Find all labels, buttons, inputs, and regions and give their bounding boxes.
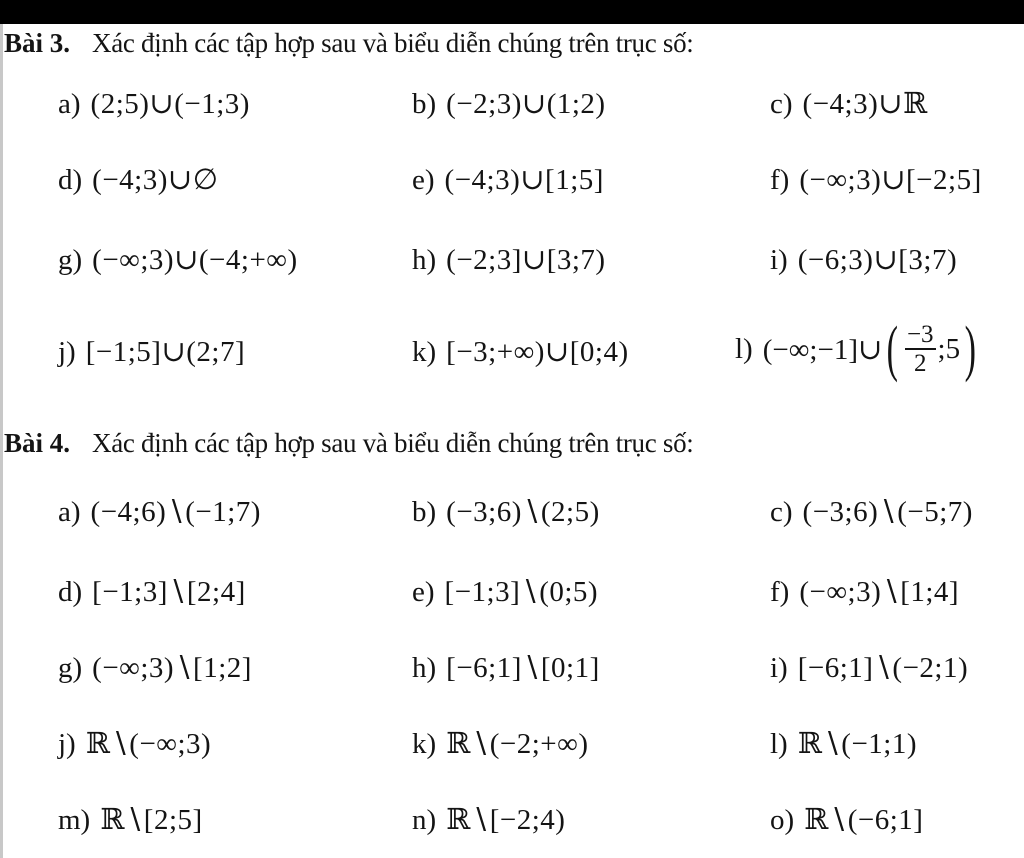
item-label: o) xyxy=(770,804,795,836)
top-black-bar xyxy=(0,0,1024,24)
item-expression: [−6;1]∖(−2;1) xyxy=(797,652,969,684)
item-label: l) xyxy=(770,728,788,760)
exercise-4-item-a xyxy=(58,498,261,527)
exercise-4-number: Bài 4. xyxy=(4,428,71,458)
exercise-3-item-h xyxy=(412,246,606,275)
item-expression: (−∞;3)∪[−2;5] xyxy=(799,164,982,196)
exercise-4-heading xyxy=(4,428,694,459)
exercise-4-item-o xyxy=(770,806,923,835)
open-paren: ( xyxy=(886,315,899,383)
exercise-4-item-e xyxy=(412,578,598,607)
exercise-3-item-a xyxy=(58,90,250,119)
exercise-4-item-k xyxy=(412,730,589,759)
item-expression: (−4;3)∪∅ xyxy=(92,164,219,196)
item-label: k) xyxy=(412,728,437,760)
item-expression: [−1;5]∪(2;7] xyxy=(85,336,246,368)
item-label: d) xyxy=(58,576,83,608)
item-label: e) xyxy=(412,576,435,608)
exercise-4-item-g xyxy=(58,654,252,683)
item-label: a) xyxy=(58,496,81,528)
item-expression: ℝ∖[−2;4) xyxy=(446,804,566,836)
item-label: f) xyxy=(770,164,790,196)
exercise-3-item-d xyxy=(58,166,218,195)
item-label: b) xyxy=(412,496,437,528)
item-expression: [−3;+∞)∪[0;4) xyxy=(446,336,629,368)
item-expression: (−3;6)∖(−5;7) xyxy=(802,496,973,528)
exercise-4-item-b xyxy=(412,498,600,527)
item-expression: (−∞;3)∖[1;4] xyxy=(799,576,960,608)
exercise-3-item-c xyxy=(770,90,928,119)
item-label: a) xyxy=(58,88,81,120)
exercise-4-item-n xyxy=(412,806,565,835)
item-expression: (−2;3)∪(1;2) xyxy=(446,88,606,120)
item-expression: (−∞;3)∪(−4;+∞) xyxy=(92,244,298,276)
item-expression: [−1;3]∖(0;5) xyxy=(444,576,599,608)
item-expression: (−4;3)∪ℝ xyxy=(802,88,928,120)
item-expression: [−1;3]∖[2;4] xyxy=(92,576,246,608)
item-label: i) xyxy=(770,652,788,684)
fraction-numerator: −3 xyxy=(905,321,936,351)
item-expression-right: ;5 xyxy=(937,332,961,365)
fraction-denominator: 2 xyxy=(913,350,927,377)
exercise-3-item-i xyxy=(770,246,957,275)
item-label: c) xyxy=(770,496,793,528)
item-label: i) xyxy=(770,244,788,276)
exercise-3-item-b xyxy=(412,90,606,119)
item-label: h) xyxy=(412,652,437,684)
exercise-4-item-f xyxy=(770,578,959,607)
exercise-4-item-l xyxy=(770,730,917,759)
item-expression: ℝ∖(−2;+∞) xyxy=(446,728,589,760)
item-label: b) xyxy=(412,88,437,120)
exercise-3-heading xyxy=(4,28,694,59)
item-expression: ℝ∖(−6;1] xyxy=(804,804,924,836)
left-margin-rule xyxy=(0,24,3,858)
item-expression: ℝ∖(−∞;3) xyxy=(85,728,212,760)
item-expression: (−4;6)∖(−1;7) xyxy=(90,496,261,528)
item-label: g) xyxy=(58,652,83,684)
exercise-3-title: Xác định các tập hợp sau và biểu diễn chúng trên trục số: xyxy=(92,28,694,58)
item-label: f) xyxy=(770,576,790,608)
item-expression: [−6;1]∖[0;1] xyxy=(446,652,600,684)
exercise-4-item-j xyxy=(58,730,211,759)
exercise-3-item-l xyxy=(735,315,981,383)
item-label: j) xyxy=(58,336,76,368)
item-label: g) xyxy=(58,244,83,276)
item-label: j) xyxy=(58,728,76,760)
close-paren: ) xyxy=(964,315,977,383)
exercise-4-item-h xyxy=(412,654,600,683)
exercise-4-item-i xyxy=(770,654,968,683)
item-label: l) xyxy=(735,332,753,365)
item-label: m) xyxy=(58,804,91,836)
fraction xyxy=(905,321,936,378)
exercise-3-item-f xyxy=(770,166,982,195)
exercise-4-item-c xyxy=(770,498,973,527)
item-label: d) xyxy=(58,164,83,196)
exercise-3-item-g xyxy=(58,246,298,275)
item-expression: ℝ∖[2;5] xyxy=(100,804,203,836)
exercise-3-item-j xyxy=(58,338,245,367)
item-expression: ℝ∖(−1;1) xyxy=(797,728,918,760)
item-expression: (−3;6)∖(2;5) xyxy=(446,496,600,528)
item-label: n) xyxy=(412,804,437,836)
exercise-3-item-e xyxy=(412,166,604,195)
exercise-3-number: Bài 3. xyxy=(4,28,71,58)
exercise-4-item-m xyxy=(58,806,203,835)
item-label: h) xyxy=(412,244,437,276)
exercise-3-item-k xyxy=(412,338,629,367)
item-label: c) xyxy=(770,88,793,120)
item-label: k) xyxy=(412,336,437,368)
exercise-4-item-d xyxy=(58,578,246,607)
item-expression: (2;5)∪(−1;3) xyxy=(90,88,250,120)
exercise-4-title: Xác định các tập hợp sau và biểu diễn chúng trên trục số: xyxy=(92,428,694,458)
item-expression: (−6;3)∪[3;7) xyxy=(797,244,958,276)
item-expression: (−4;3)∪[1;5] xyxy=(444,164,604,196)
item-expression: (−2;3]∪[3;7) xyxy=(446,244,606,276)
item-expression-left: (−∞;−1]∪ xyxy=(762,333,883,366)
item-expression: (−∞;3)∖[1;2] xyxy=(92,652,252,684)
item-label: e) xyxy=(412,164,435,196)
